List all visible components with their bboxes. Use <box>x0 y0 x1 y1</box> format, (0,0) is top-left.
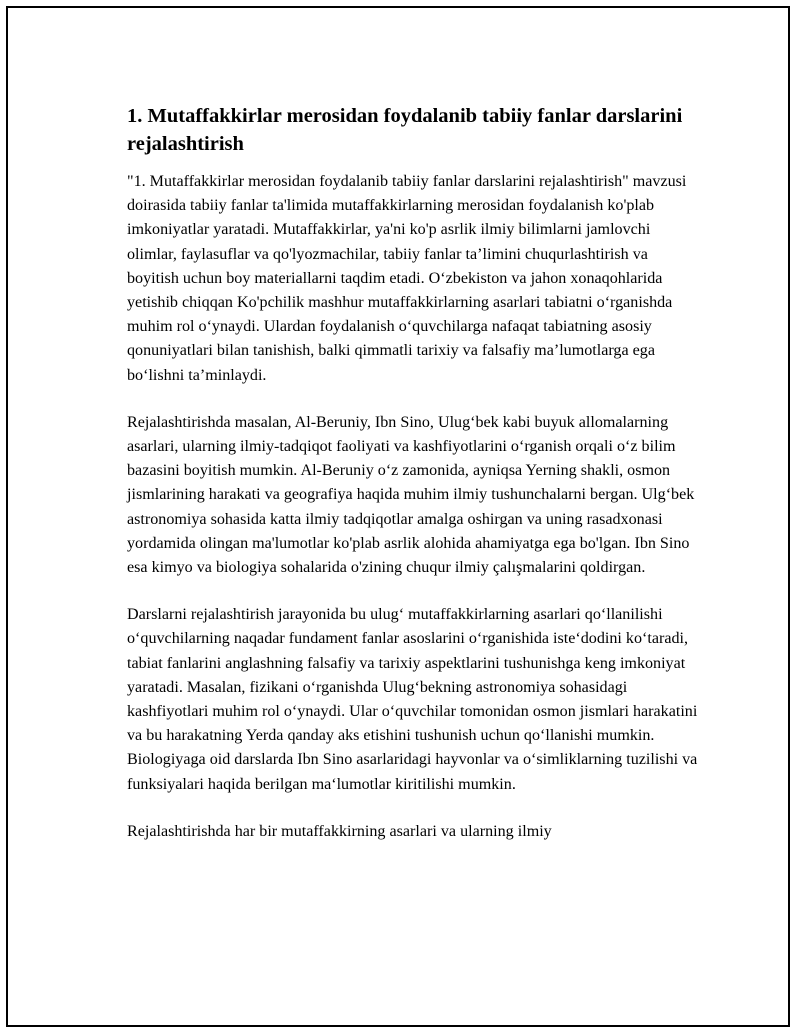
paragraph-scholars: Rejalashtirishda masalan, Al-Beruniy, Ibn Sino, Ulug‘bek kabi buyuk allomalarning asarlari, ularning ilmiy-tadqiqot faoliyati va kashfiyotlarini o‘rganish orqali o‘z bilim bazasini boyitish mumkin. Al-Beruniy o‘z zamonida, ayniqsa Yerning shakli, osmon jismlarining harakati va geografiya haqida muhim ilmiy tushunchalarni bergan. Ulg‘bek astronomiya sohasida katta ilmiy tadqiqotlar amalga oshirgan va uning rasadxonasi yordamida olingan ma'lumotlar ko'plab asrlik alohida ahamiyatga ega bo'lgan. Ibn Sino esa kimyo va biologiya sohalarida o'zining chuqur ilmiy çalışmalarini qoldirgan. <box>127 413 695 577</box>
document-body <box>127 102 702 844</box>
section-heading: 1. Mutaffakkirlar merosidan foydalanib tabiiy fanlar darslarini rejalashtirish <box>127 105 683 155</box>
paragraph-truncated: Rejalashtirishda har bir mutaffakkirning asarlari va ularning ilmiy <box>127 822 552 840</box>
page-frame <box>6 6 790 1027</box>
paragraph-intro: "1. Mutaffakkirlar merosidan foydalanib tabiiy fanlar darslarini rejalashtirish" mavzusi doirasida tabiiy fanlar ta'limida mutaffakkirlarning merosidan foydalanish ko'plab imkoniyatlar yaratadi. Mutaffakkirlar, ya'ni ko'p asrlik ilmiy bilimlarni jamlovchi olimlar, faylasuflar va qo'lyozmachilar, tabiiy fanlar ta’limini chuqurlashtirish va boyitish uchun boy materiallarni taqdim etadi. O‘zbekiston va jahon xonaqohlarida yetishib chiqqan Ko'pchilik mashhur mutaffakkirlarning asarlari tabiatni o‘rganishda muhim rol o‘ynaydi. Ulardan foydalanish o‘quvchilarga nafaqat tabiatning asosiy qonuniyatlari bilan tanishish, balki qimmatli tarixiy va falsafiy ma’lumotlarga ega bo‘lishni ta’minlaydi. <box>127 173 687 384</box>
paragraph-lesson-planning: Darslarni rejalashtirish jarayonida bu ulug‘ mutaffakkirlarning asarlari qo‘llanilishi o‘quvchilarning naqadar fundament fanlar asoslarini o‘rganishida iste‘dodini ko‘taradi, tabiat fanlarini anglashning falsafiy va tarixiy aspektlarini tushunishga keng imkoniyat yaratadi. Masalan, fizikani o‘rganishda Ulug‘bekning astronomiya sohasidagi kashfiyotlari muhim rol o‘ynaydi. Ular o‘quvchilar tomonidan osmon jismlari harakatini va bu harakatning Yerda qanday aks etishini tushunish uchun qo‘llanishi mumkin. Biologiyaga oid darslarda Ibn Sino asarlaridagi hayvonlar va o‘simliklarning tuzilishi va funksiyalari haqida berilgan ma‘lumotlar kiritilishi mumkin. <box>127 606 698 793</box>
